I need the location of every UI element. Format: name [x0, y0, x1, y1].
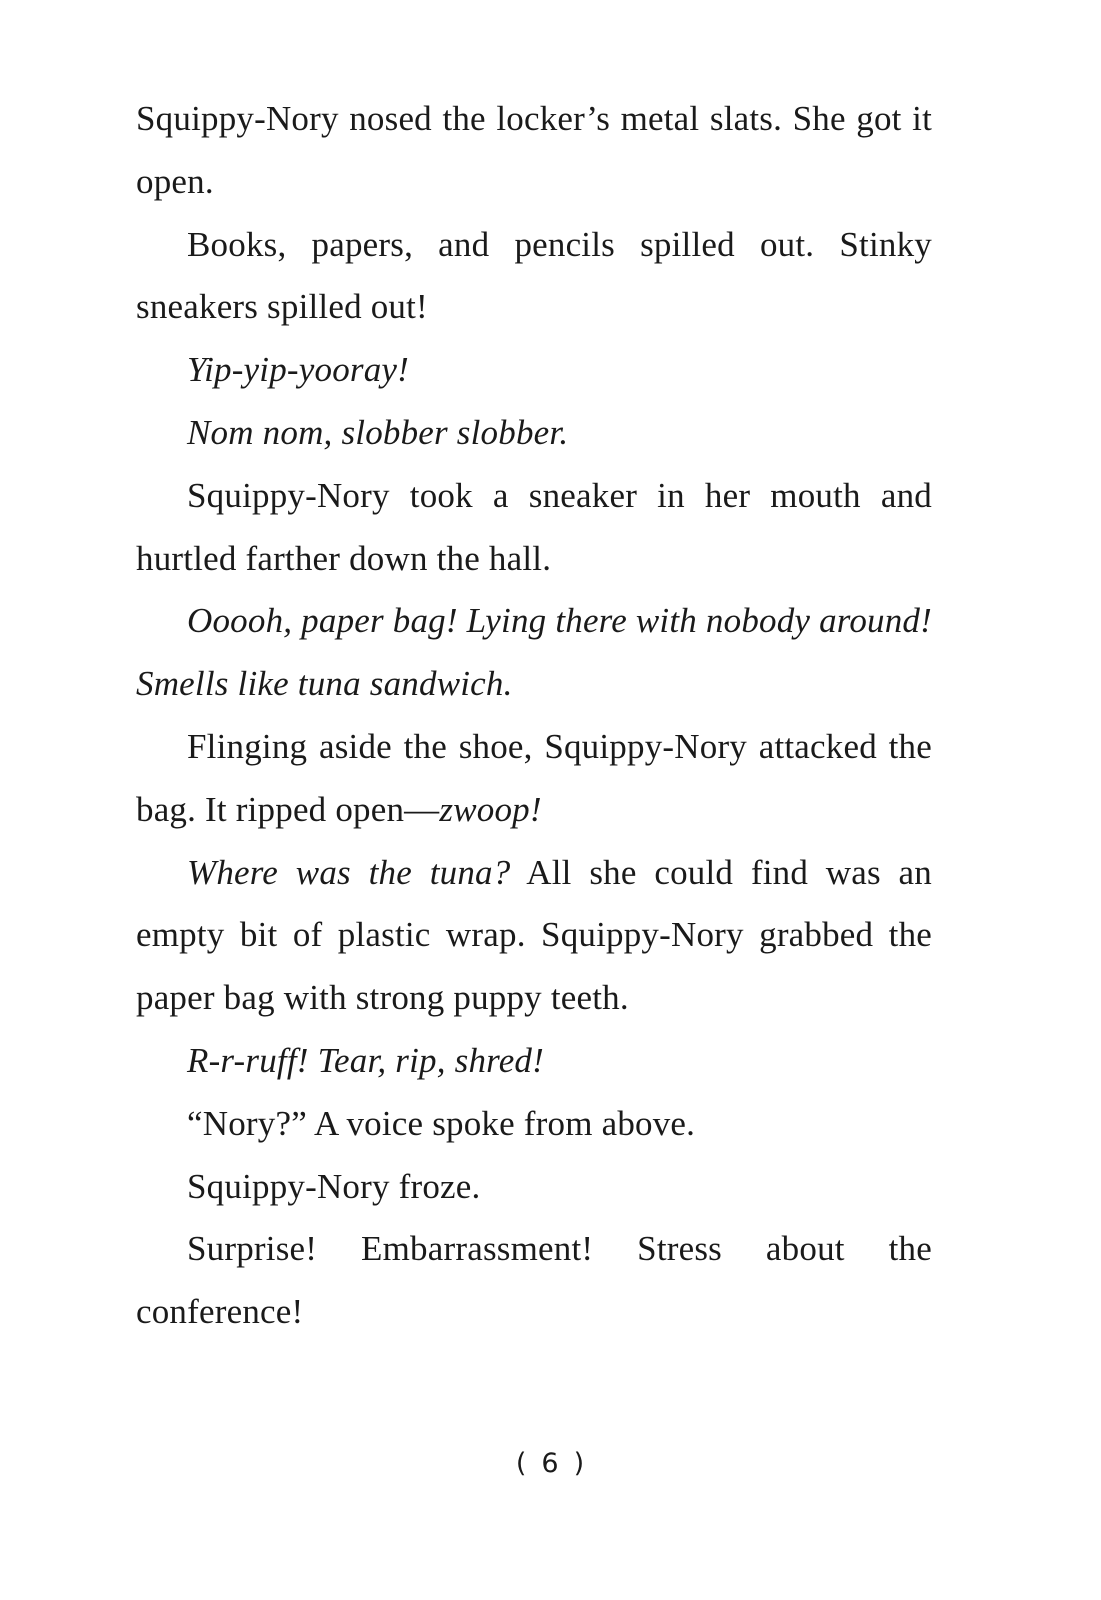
paragraph-3-italic: Yip-yip-yooray!: [187, 350, 410, 390]
paragraph-11: Squippy-Nory froze.: [187, 1166, 481, 1206]
paragraph-8: [136, 842, 932, 1030]
paragraph-7: [136, 716, 932, 842]
paragraph-1: Squippy-Nory nosed the locker’s metal slats. She got it open.: [136, 99, 932, 201]
page-number-close-paren: ): [573, 1448, 586, 1479]
paragraph-7-text: Flinging aside the shoe, Squippy-Nory attacked the bag. It ripped open—: [136, 726, 932, 829]
paragraph-9-italic: R-r-ruff! Tear, rip, shred!: [187, 1040, 544, 1080]
page-number: [0, 1448, 1101, 1479]
paragraph-2: Books, papers, and pencils spilled out. Stinky sneakers spilled out!: [136, 224, 932, 327]
body-text: [136, 88, 932, 1344]
paragraph-6-italic: Ooooh, paper bag! Lying there with nobody around! Smells like tuna sandwich.: [136, 601, 932, 704]
page-number-open-paren: (: [515, 1448, 528, 1479]
paragraph-12: Surprise! Embarrassment! Stress about the conference!: [136, 1229, 932, 1332]
paragraph-8-text: All she could find was an empty bit of plastic wrap. Squippy-Nory grabbed the paper bag with strong puppy teeth.: [136, 852, 932, 1018]
paragraph-4-italic: Nom nom, slobber slobber.: [187, 412, 569, 452]
paragraph-8-italic-question: Where was the tuna?: [187, 852, 511, 892]
page-number-value: 6: [541, 1448, 560, 1479]
paragraph-5: Squippy-Nory took a sneaker in her mouth and hurtled farther down the hall.: [136, 475, 932, 578]
paragraph-10: “Nory?” A voice spoke from above.: [187, 1103, 696, 1143]
paragraph-7-sound-effect: zwoop!: [439, 789, 542, 829]
